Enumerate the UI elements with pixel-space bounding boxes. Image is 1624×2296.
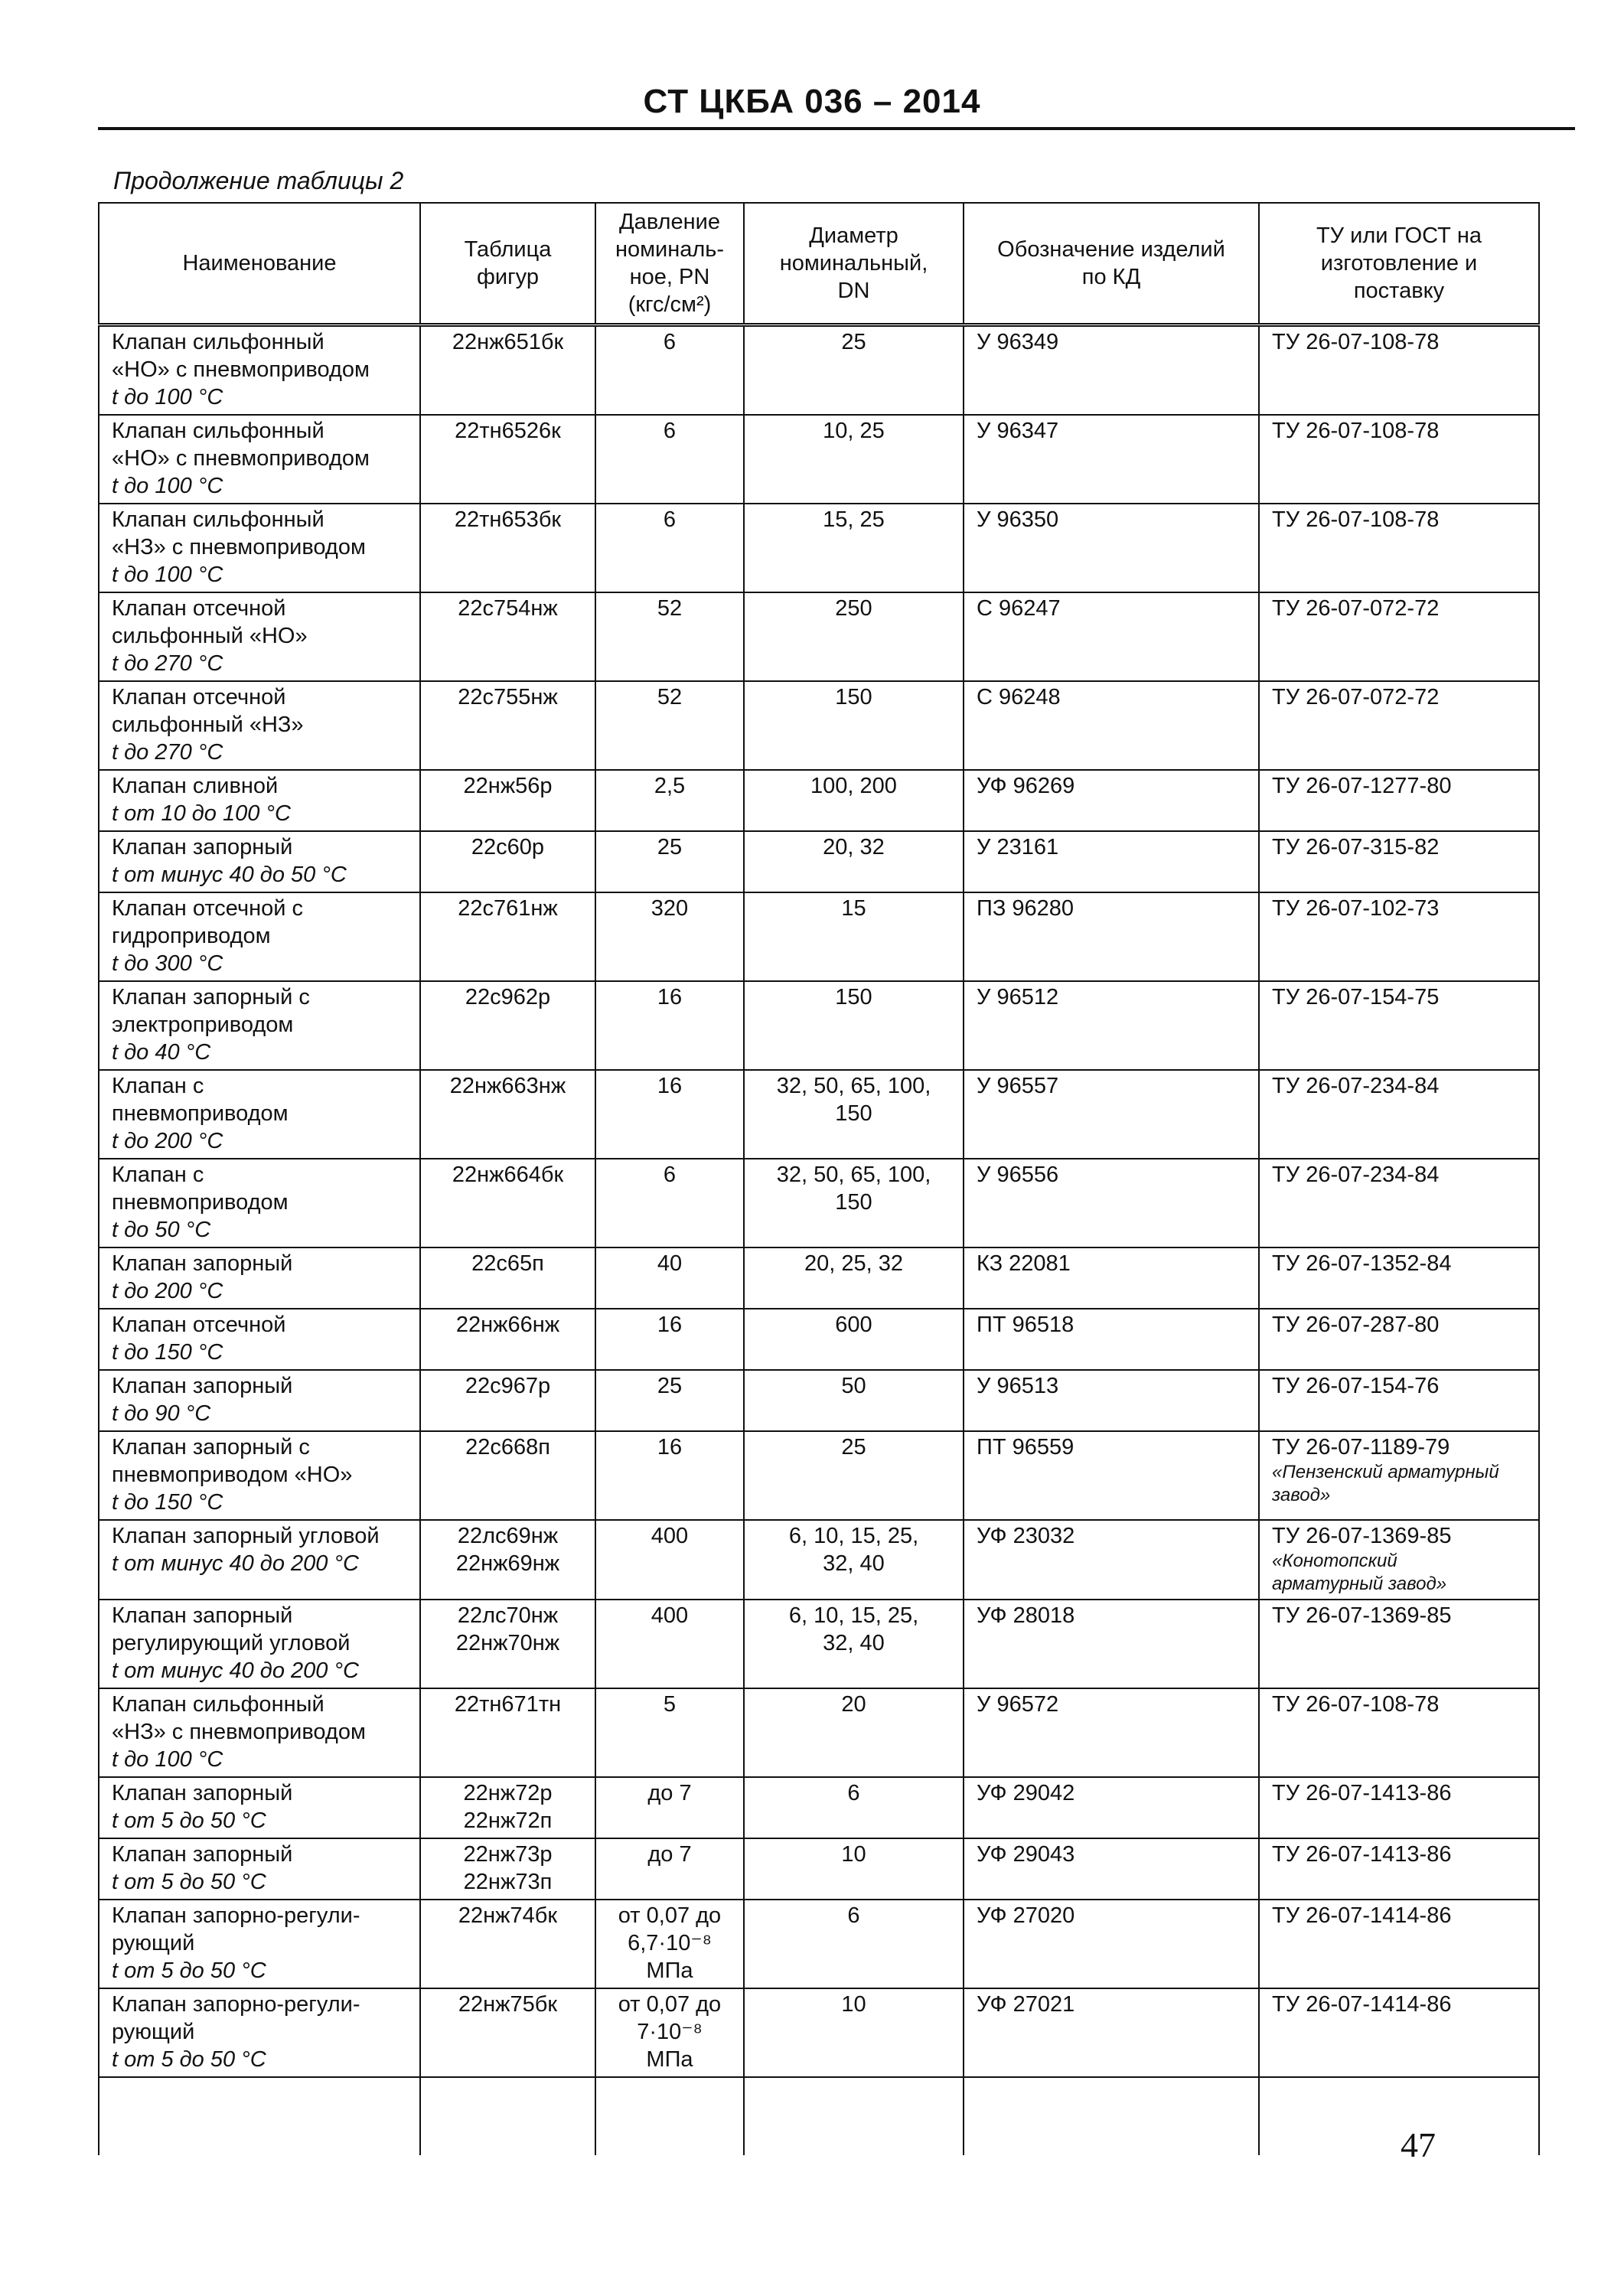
cell-pressure: 6 <box>595 325 744 416</box>
cell-name: Клапан запорный t от 5 до 50 °С <box>99 1838 420 1900</box>
cell-designation: КЗ 22081 <box>964 1247 1259 1309</box>
cell-diameter: 25 <box>744 325 964 416</box>
header-standard: ТУ или ГОСТ на изготовление и поставку <box>1259 203 1539 325</box>
cell-diameter: 32, 50, 65, 100, 150 <box>744 1159 964 1247</box>
cell-figure: 22нж651бк <box>420 325 595 416</box>
cell-pressure: до 7 <box>595 1838 744 1900</box>
header-name: Наименование <box>99 203 420 325</box>
cell-diameter: 10 <box>744 1838 964 1900</box>
table-row <box>99 831 1539 892</box>
cell-diameter: 50 <box>744 1370 964 1431</box>
cell-diameter: 100, 200 <box>744 770 964 831</box>
cell-standard: ТУ 26-07-1414-86 <box>1259 1988 1539 2077</box>
cell-standard: ТУ 26-07-072-72 <box>1259 681 1539 770</box>
cell-designation: УФ 29043 <box>964 1838 1259 1900</box>
cell-designation: У 96572 <box>964 1688 1259 1777</box>
page-number: 47 <box>1401 2125 1436 2164</box>
empty-cell <box>99 2077 420 2155</box>
table-row <box>99 1988 1539 2077</box>
table-header-row <box>99 203 1539 325</box>
cell-diameter: 6 <box>744 1777 964 1838</box>
cell-name: Клапан отсечной t до 150 °С <box>99 1309 420 1370</box>
cell-name: Клапан запорный с пневмоприводом «НО» t до 150 °С <box>99 1431 420 1520</box>
cell-pressure: 40 <box>595 1247 744 1309</box>
cell-name: Клапан запорный регулирующий угловой t от минус 40 до 200 °С <box>99 1600 420 1688</box>
cell-figure: 22с60р <box>420 831 595 892</box>
cell-name: Клапан отсечной с гидроприводом t до 300 °С <box>99 892 420 981</box>
cell-designation: УФ 23032 <box>964 1520 1259 1600</box>
cell-diameter: 25 <box>744 1431 964 1520</box>
cell-pressure: 6 <box>595 415 744 504</box>
cell-designation: УФ 29042 <box>964 1777 1259 1838</box>
cell-designation: У 96556 <box>964 1159 1259 1247</box>
cell-pressure: 52 <box>595 681 744 770</box>
cell-standard: ТУ 26-07-1189-79 «Пензенский арматурный завод» <box>1259 1431 1539 1520</box>
cell-diameter: 32, 50, 65, 100, 150 <box>744 1070 964 1159</box>
empty-cell <box>595 2077 744 2155</box>
cell-name: Клапан отсечной сильфонный «НО» t до 270 °С <box>99 592 420 681</box>
table-caption: Продолжение таблицы 2 <box>113 167 404 194</box>
cell-figure: 22нж664бк <box>420 1159 595 1247</box>
cell-figure: 22с65п <box>420 1247 595 1309</box>
cell-figure: 22нж663нж <box>420 1070 595 1159</box>
cell-pressure: 16 <box>595 981 744 1070</box>
cell-pressure: 6 <box>595 1159 744 1247</box>
cell-standard: ТУ 26-07-108-78 <box>1259 415 1539 504</box>
cell-pressure: 400 <box>595 1600 744 1688</box>
cell-name: Клапан запорно-регули- рующий t от 5 до 50 °С <box>99 1988 420 2077</box>
cell-pressure: 5 <box>595 1688 744 1777</box>
cell-figure: 22нж74бк <box>420 1900 595 1988</box>
cell-name: Клапан запорный угловой t от минус 40 до 200 °С <box>99 1520 420 1600</box>
cell-designation: С 96248 <box>964 681 1259 770</box>
table-row <box>99 592 1539 681</box>
empty-cell <box>1259 2077 1539 2155</box>
header-designation: Обозначение изделий по КД <box>964 203 1259 325</box>
table-row <box>99 1070 1539 1159</box>
cell-pressure: от 0,07 до 7·10⁻⁸ МПа <box>595 1988 744 2077</box>
cell-diameter: 20, 32 <box>744 831 964 892</box>
cell-designation: УФ 96269 <box>964 770 1259 831</box>
cell-diameter: 6, 10, 15, 25, 32, 40 <box>744 1520 964 1600</box>
cell-name: Клапан запорно-регули- рующий t от 5 до 50 °С <box>99 1900 420 1988</box>
cell-diameter: 600 <box>744 1309 964 1370</box>
cell-figure: 22с668п <box>420 1431 595 1520</box>
cell-standard: ТУ 26-07-315-82 <box>1259 831 1539 892</box>
cell-name: Клапан сильфонный «НО» с пневмоприводом t до 100 °С <box>99 415 420 504</box>
cell-name: Клапан запорный t до 90 °С <box>99 1370 420 1431</box>
cell-standard: ТУ 26-07-287-80 <box>1259 1309 1539 1370</box>
cell-name: Клапан запорный t от 5 до 50 °С <box>99 1777 420 1838</box>
cell-standard: ТУ 26-07-1369-85 <box>1259 1600 1539 1688</box>
cell-name: Клапан сильфонный «НЗ» с пневмоприводом t до 100 °С <box>99 1688 420 1777</box>
cell-figure: 22нж75бк <box>420 1988 595 2077</box>
table-body <box>99 325 1539 2156</box>
cell-pressure: 320 <box>595 892 744 981</box>
cell-designation: У 96349 <box>964 325 1259 416</box>
table-row <box>99 1600 1539 1688</box>
cell-pressure: 25 <box>595 1370 744 1431</box>
cell-designation: У 96350 <box>964 504 1259 592</box>
cell-name: Клапан отсечной сильфонный «НЗ» t до 270 °С <box>99 681 420 770</box>
cell-standard: ТУ 26-07-1413-86 <box>1259 1777 1539 1838</box>
cell-standard: ТУ 26-07-234-84 <box>1259 1070 1539 1159</box>
table-row <box>99 1431 1539 1520</box>
cell-figure: 22с754нж <box>420 592 595 681</box>
cell-figure: 22лс69нж 22нж69нж <box>420 1520 595 1600</box>
header-rule <box>98 127 1575 130</box>
cell-name: Клапан сливной t от 10 до 100 °С <box>99 770 420 831</box>
cell-pressure: 2,5 <box>595 770 744 831</box>
cell-standard: ТУ 26-07-108-78 <box>1259 504 1539 592</box>
table-filler-row <box>99 2077 1539 2155</box>
cell-diameter: 150 <box>744 981 964 1070</box>
empty-cell <box>744 2077 964 2155</box>
cell-name: Клапан с пневмоприводом t до 50 °С <box>99 1159 420 1247</box>
cell-standard: ТУ 26-07-108-78 <box>1259 1688 1539 1777</box>
table-row <box>99 1900 1539 1988</box>
cell-designation: У 96347 <box>964 415 1259 504</box>
header-pressure: Давление номиналь- ное, PN (кгс/см²) <box>595 203 744 325</box>
cell-figure: 22лс70нж 22нж70нж <box>420 1600 595 1688</box>
empty-cell <box>420 2077 595 2155</box>
table-row <box>99 770 1539 831</box>
table-row <box>99 981 1539 1070</box>
cell-standard: ТУ 26-07-234-84 <box>1259 1159 1539 1247</box>
cell-figure: 22тн653бк <box>420 504 595 592</box>
cell-figure: 22нж72р 22нж72п <box>420 1777 595 1838</box>
table-row <box>99 325 1539 416</box>
cell-pressure: 16 <box>595 1070 744 1159</box>
cell-standard: ТУ 26-07-1369-85 «Конотопский арматурный завод» <box>1259 1520 1539 1600</box>
table-row <box>99 1520 1539 1600</box>
table-row <box>99 1309 1539 1370</box>
cell-designation: У 96513 <box>964 1370 1259 1431</box>
cell-figure: 22с755нж <box>420 681 595 770</box>
cell-standard: ТУ 26-07-102-73 <box>1259 892 1539 981</box>
cell-pressure: 16 <box>595 1431 744 1520</box>
table-row <box>99 1370 1539 1431</box>
cell-figure: 22нж56р <box>420 770 595 831</box>
cell-designation: УФ 27021 <box>964 1988 1259 2077</box>
cell-name: Клапан запорный t от минус 40 до 50 °С <box>99 831 420 892</box>
cell-pressure: 400 <box>595 1520 744 1600</box>
cell-standard: ТУ 26-07-1413-86 <box>1259 1838 1539 1900</box>
cell-designation: У 96512 <box>964 981 1259 1070</box>
cell-designation: УФ 28018 <box>964 1600 1259 1688</box>
valves-table <box>98 202 1540 2155</box>
cell-designation: ПЗ 96280 <box>964 892 1259 981</box>
table-row <box>99 681 1539 770</box>
cell-figure: 22с967р <box>420 1370 595 1431</box>
cell-name: Клапан запорный t до 200 °С <box>99 1247 420 1309</box>
cell-diameter: 15 <box>744 892 964 981</box>
cell-designation: У 23161 <box>964 831 1259 892</box>
table-row <box>99 1838 1539 1900</box>
cell-designation: УФ 27020 <box>964 1900 1259 1988</box>
table-row <box>99 504 1539 592</box>
cell-figure: 22нж73р 22нж73п <box>420 1838 595 1900</box>
cell-name: Клапан сильфонный «НО» с пневмоприводом t до 100 °С <box>99 325 420 416</box>
cell-figure: 22тн6526к <box>420 415 595 504</box>
cell-diameter: 20 <box>744 1688 964 1777</box>
cell-standard: ТУ 26-07-108-78 <box>1259 325 1539 416</box>
cell-pressure: 16 <box>595 1309 744 1370</box>
cell-designation: ПТ 96559 <box>964 1431 1259 1520</box>
cell-standard: ТУ 26-07-072-72 <box>1259 592 1539 681</box>
cell-diameter: 20, 25, 32 <box>744 1247 964 1309</box>
table-row <box>99 892 1539 981</box>
cell-diameter: 10, 25 <box>744 415 964 504</box>
cell-designation: С 96247 <box>964 592 1259 681</box>
document-header: СТ ЦКБА 036 – 2014 <box>643 83 981 120</box>
cell-name: Клапан запорный с электроприводом t до 40 °С <box>99 981 420 1070</box>
cell-name: Клапан с пневмоприводом t до 200 °С <box>99 1070 420 1159</box>
cell-figure: 22нж66нж <box>420 1309 595 1370</box>
cell-standard: ТУ 26-07-1277-80 <box>1259 770 1539 831</box>
header-figure: Таблица фигур <box>420 203 595 325</box>
table-row <box>99 415 1539 504</box>
cell-diameter: 6, 10, 15, 25, 32, 40 <box>744 1600 964 1688</box>
cell-diameter: 6 <box>744 1900 964 1988</box>
cell-standard: ТУ 26-07-154-75 <box>1259 981 1539 1070</box>
cell-standard: ТУ 26-07-1352-84 <box>1259 1247 1539 1309</box>
cell-figure: 22тн671тн <box>420 1688 595 1777</box>
cell-figure: 22с962р <box>420 981 595 1070</box>
table-row <box>99 1247 1539 1309</box>
cell-diameter: 250 <box>744 592 964 681</box>
cell-designation: У 96557 <box>964 1070 1259 1159</box>
cell-pressure: 6 <box>595 504 744 592</box>
cell-standard: ТУ 26-07-154-76 <box>1259 1370 1539 1431</box>
cell-name: Клапан сильфонный «НЗ» с пневмоприводом t до 100 °С <box>99 504 420 592</box>
cell-designation: ПТ 96518 <box>964 1309 1259 1370</box>
cell-diameter: 10 <box>744 1988 964 2077</box>
cell-pressure: от 0,07 до 6,7·10⁻⁸ МПа <box>595 1900 744 1988</box>
table-row <box>99 1159 1539 1247</box>
cell-diameter: 150 <box>744 681 964 770</box>
cell-pressure: 25 <box>595 831 744 892</box>
cell-pressure: до 7 <box>595 1777 744 1838</box>
header-diameter: Диаметр номинальный, DN <box>744 203 964 325</box>
empty-cell <box>964 2077 1259 2155</box>
table-row <box>99 1688 1539 1777</box>
cell-diameter: 15, 25 <box>744 504 964 592</box>
cell-figure: 22с761нж <box>420 892 595 981</box>
cell-standard: ТУ 26-07-1414-86 <box>1259 1900 1539 1988</box>
cell-pressure: 52 <box>595 592 744 681</box>
table-row <box>99 1777 1539 1838</box>
